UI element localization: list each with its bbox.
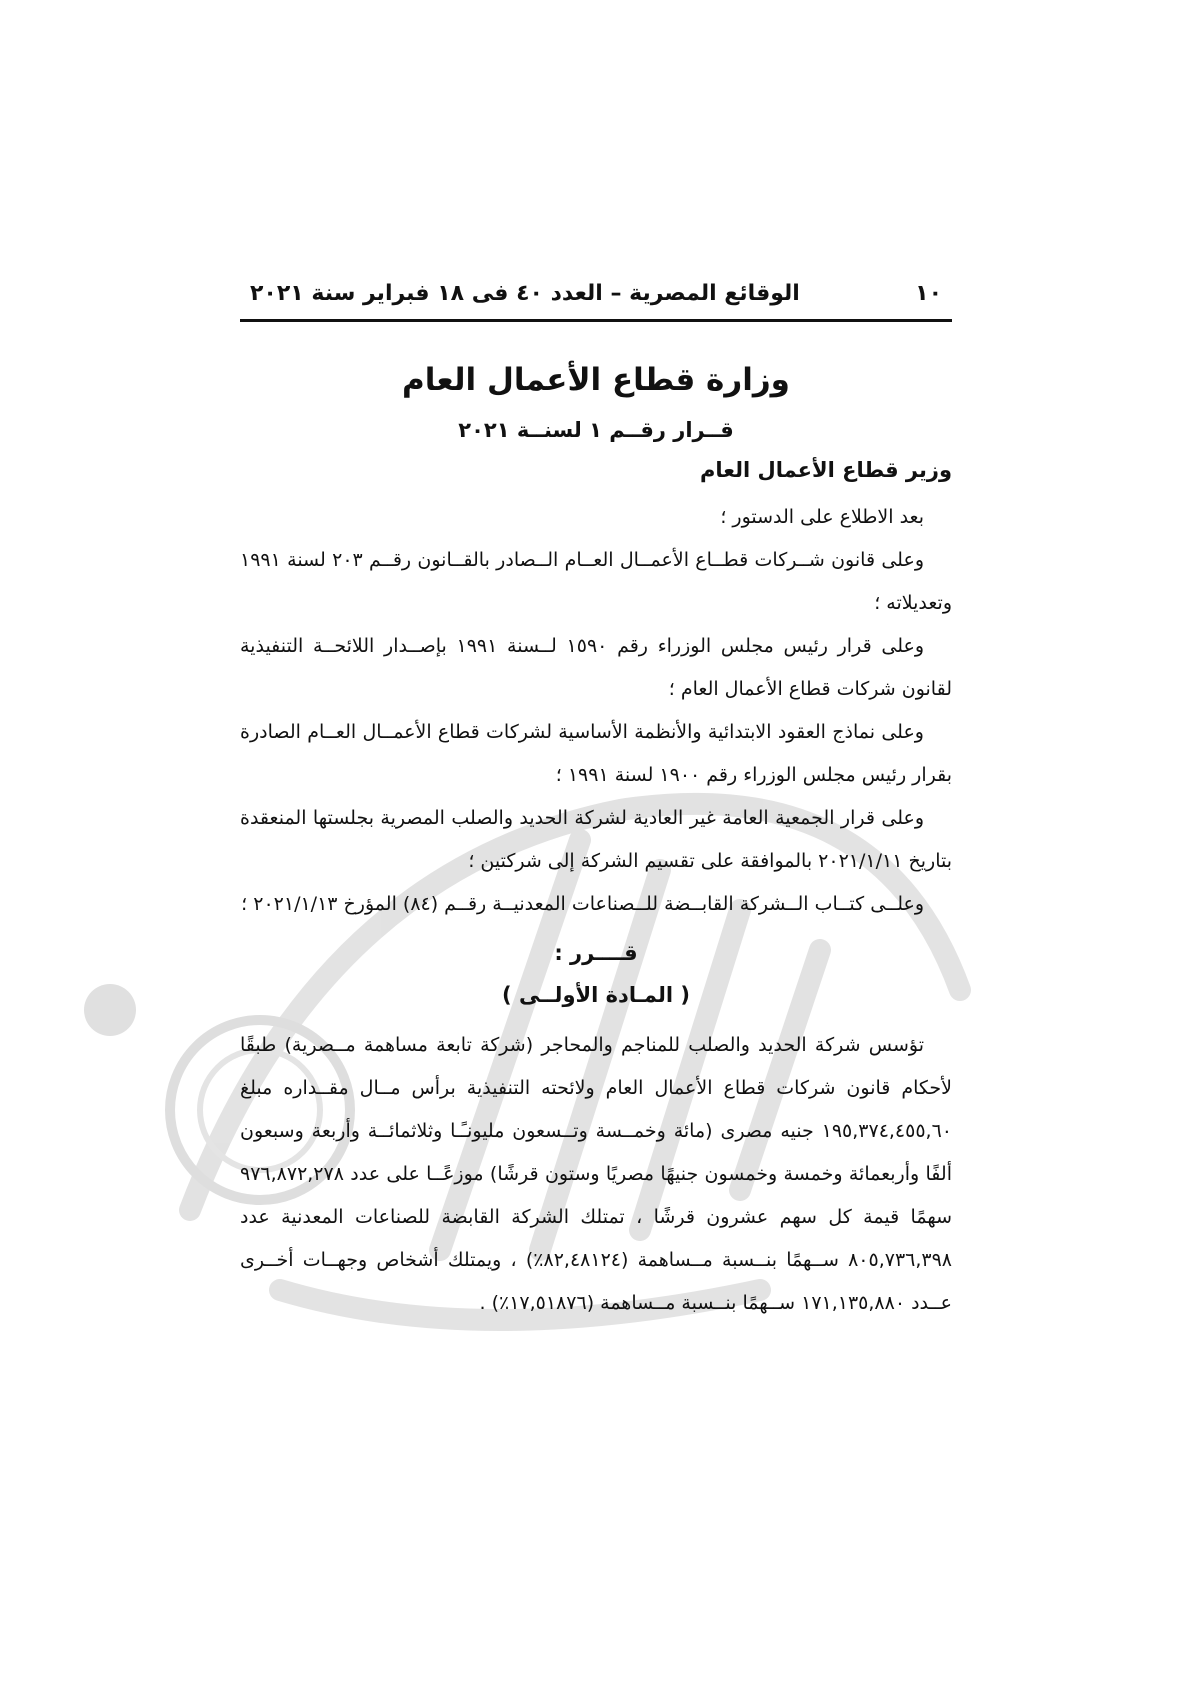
gazette-issue-line: الوقائع المصرية – العدد ٤٠ فى ١٨ فبراير سنة ٢٠٢١: [250, 280, 800, 306]
header-divider: [240, 319, 952, 322]
decree-title: قــرار رقــم ١ لسنــة ٢٠٢١: [458, 418, 734, 442]
page-number: ١٠: [915, 280, 942, 306]
decided-heading: قــــرر :: [554, 941, 638, 965]
minister-label: وزير قطاع الأعمال العام: [699, 458, 952, 482]
gazette-header: [240, 268, 950, 318]
preamble-item: وعلــى كتــاب الــشركة القابــضة للــصناعات المعدنيــة رقــم (٨٤) المؤرخ ٢٠٢١/١/١٣ ؛: [241, 893, 924, 915]
preamble-item: وعلى نماذج العقود الابتدائية والأنظمة الأساسية لشركات قطاع الأعمــال العــام الصادرة بقرار رئيس مجلس الوزراء رقم ١٩٠٠ لسنة ١٩٩١ ؛: [240, 721, 952, 786]
article-text: تؤسس شركة الحديد والصلب للمناجم والمحاجر (شركة تابعة مساهمة مــصرية) طبقًا لأحكام قانون شركات قطاع الأعمال العام ولائحته التنفيذية برأس مــال مقــداره مبلغ ١٩٥,٣٧٤,٤٥٥,٦٠ جنيه مصرى (مائة وخمــسة وتــسعون مليونـًـا وثلاثمائــة وأربعة وسبعون ألفًا وأربعمائة وخمسة وخمسون جنيهًا مصريًا وستون قرشًا) موزعًــا على عدد ٩٧٦,٨٧٢,٢٧٨ سهمًا قيمة كل سهم عشرون قرشًا ، تمتلك الشركة القابضة للصناعات المعدنية عدد ٨٠٥,٧٣٦,٣٩٨ ســهمًا بنــسبة مــساهمة (٨٢,٤٨١٢٤٪) ، ويمتلك أشخاص وجهــات أخــرى عــدد ١٧١,١٣٥,٨٨٠ ســهمًا بنــسبة مــساهمة (١٧,٥١٨٧٦٪) .: [240, 1034, 953, 1314]
decree-body: [240, 352, 952, 1325]
article-title: ( المـادة الأولــى ): [502, 983, 690, 1007]
preamble-item: وعلى قانون شــركات قطــاع الأعمــال العــام الــصادر بالقــانون رقــم ٢٠٣ لسنة ١٩٩١ وتعديلاته ؛: [240, 549, 952, 614]
preamble-item: بعد الاطلاع على الدستور ؛: [720, 506, 924, 528]
preamble-item: وعلى قرار الجمعية العامة غير العادية لشركة الحديد والصلب المصرية بجلستها المنعقدة بتاريخ ٢٠٢١/١/١١ بالموافقة على تقسيم الشركة إلى شركتين ؛: [240, 807, 952, 872]
preamble-item: وعلى قرار رئيس مجلس الوزراء رقم ١٥٩٠ لــسنة ١٩٩١ بإصــدار اللائحــة التنفيذية لقانون شركات قطاع الأعمال العام ؛: [240, 635, 952, 700]
ministry-title: وزارة قطاع الأعمال العام: [402, 362, 790, 398]
